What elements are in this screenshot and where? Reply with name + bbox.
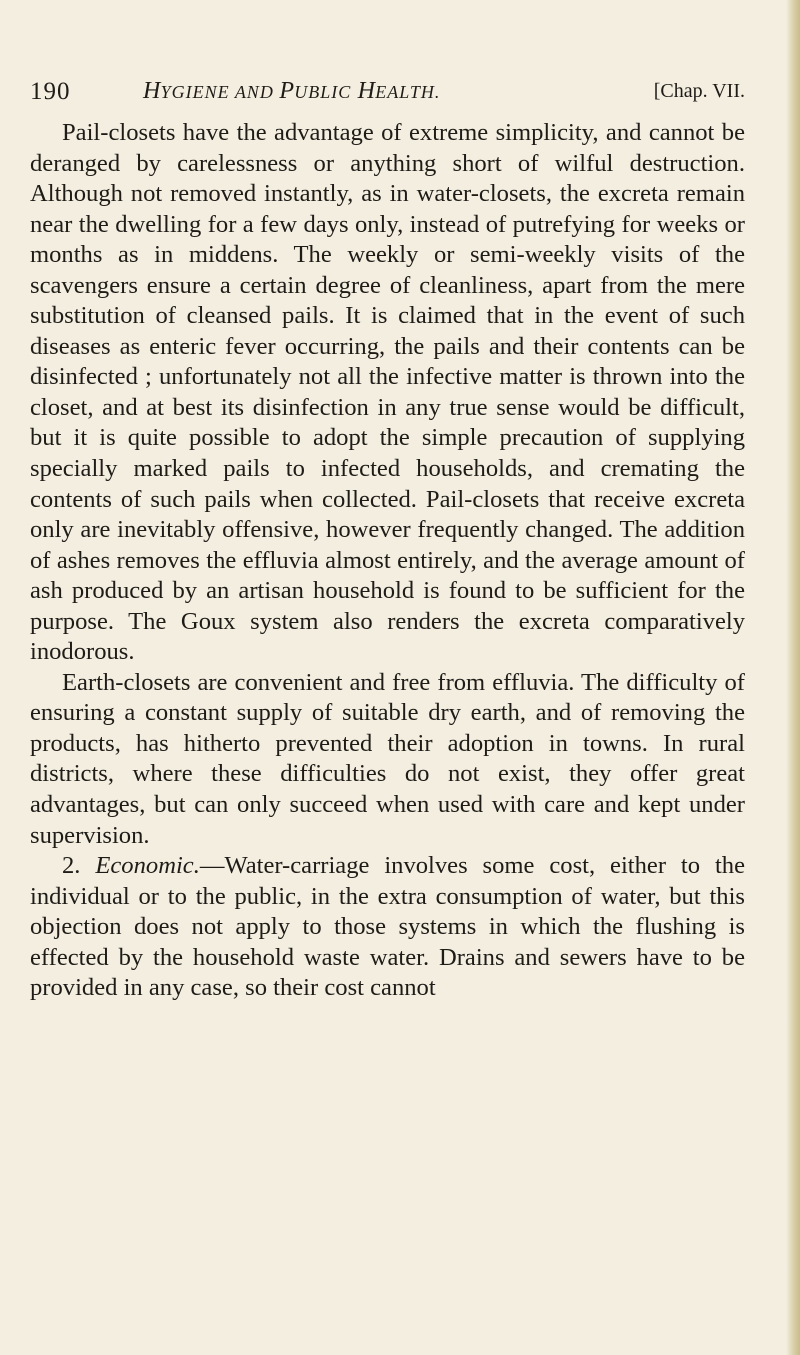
paragraph-earth-closets: Earth-closets are convenient and free from effluvia. The difficulty of ensuring a constant supply of suitable dry earth, and of removing the products, has hitherto prevented their adoption in towns. In rural districts, where these difficulties do not exist, they offer great advantages, but can only succeed when used with care and kept under supervision. [30,668,745,849]
body-text [30,118,745,1004]
section-text: Water-carriage involves some cost, either to the individual or to the public, in the extra consumption of water, but this objection does not apply to those systems in which the flushing is effected by the household waste water. Drains and sewers have to be provided in any case, so their cost cannot [30,852,745,1002]
running-title-initial: H [357,78,376,104]
running-title [143,78,440,105]
running-title-word: EALTH. [375,82,441,102]
running-title-initial: P [279,78,295,104]
page-edge-shadow [786,0,800,1355]
chapter-label: [Chap. VII. [653,80,745,102]
page-header [30,78,745,112]
paragraph-pail-closets: Pail-closets have the advantage of extreme simplicity, and cannot be deranged by carelessness or anything short of wilful destruction. Although not removed instantly, as in water-closets, the excreta remain near the dwelling for a few days only, instead of putrefying for weeks or months as in middens. The weekly or semi-weekly visits of the scavengers ensure a certain degree of cleanliness, apart from the mere substitution of cleansed pails. It is claimed that in the event of such diseases as enteric fever occurring, the pails and their contents can be disinfected ; unfortunately not all the infective matter is thrown into the closet, and at best its disinfection in any true sense would be difficult, but it is quite possible to adopt the simple precaution of supplying specially marked pails to infected households, and cremating the contents of such pails when collected. Pail-closets that receive excreta only are inevitably offensive, however frequently changed. The addition of ashes removes the effluvia almost entirely, and the average amount of ash produced by an artisan household is found to be sufficient for the purpose. The Goux system also renders the excreta comparatively inodorous. [30,119,745,666]
paragraph-economic [30,851,745,1004]
running-title-word: YGIENE [160,82,230,102]
section-number: 2. [62,852,81,880]
section-heading: Economic. [95,852,200,880]
section-dash: — [199,852,225,880]
running-title-initial: H [143,78,161,104]
running-title-word: UBLIC [294,82,352,102]
running-title-word: AND [229,82,280,102]
page-number: 190 [30,78,71,105]
